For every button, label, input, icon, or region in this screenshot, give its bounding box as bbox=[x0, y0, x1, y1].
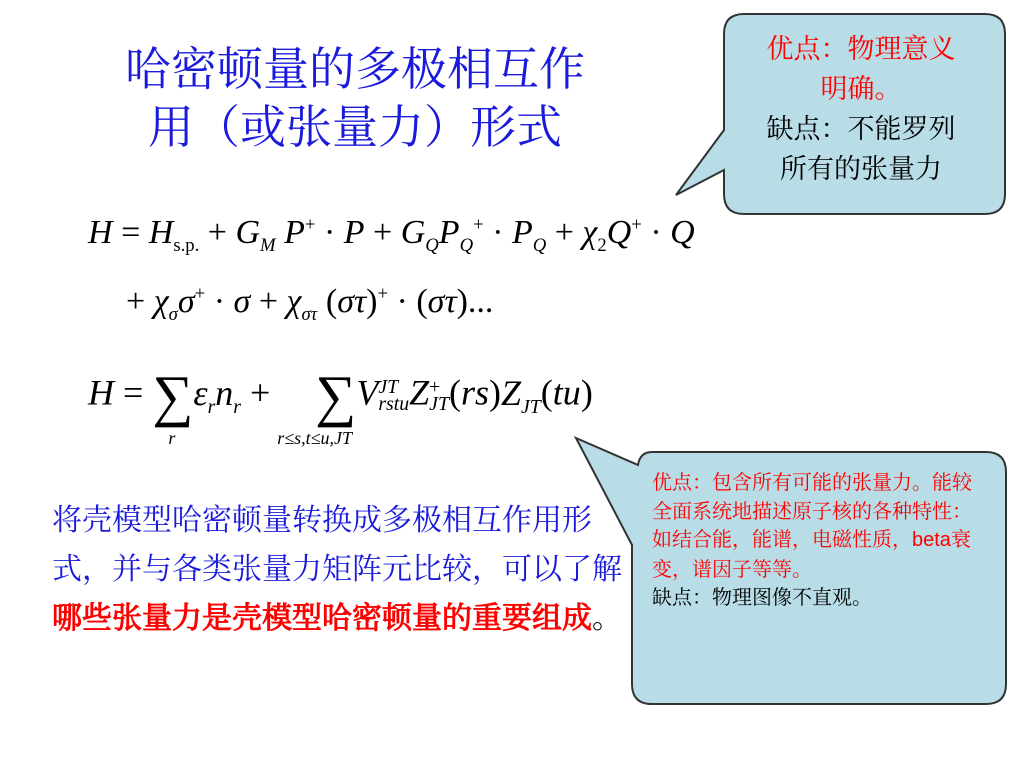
callout-bottom-disadvantages: 缺点：物理图像不直观。 bbox=[652, 585, 872, 609]
equation-shell-model-hamiltonian: H = ∑ r $\varepsilon_rn_r$ + ∑ r≤s,t≤u,JT VJT rstuZ+ $JT(rs)Z_{JT}(tu)$ bbox=[88, 365, 593, 448]
body-paragraph bbox=[52, 496, 622, 643]
slide-title-line1: 哈密顿量的多极相互作 bbox=[125, 42, 585, 96]
callout-bottom-text bbox=[652, 468, 990, 612]
callout-top-line3: 缺点：不能罗列 bbox=[766, 114, 956, 145]
callout-bottom-beta: beta bbox=[912, 529, 951, 551]
callout-top-line2: 明确。 bbox=[820, 74, 902, 105]
body-text-emphasis: 哪些张量力是壳模型哈密顿量的重要组成 bbox=[52, 601, 592, 636]
callout-bottom-advantages: 优点：包含所有可能的张量力。能较全面系统地描述原子核的各种特性：如结合能，能谱，电磁性质， bbox=[652, 470, 972, 551]
callout-top-text bbox=[730, 30, 992, 190]
slide-title-line2: 用（或张量力）形式 bbox=[148, 100, 562, 154]
equation-hamiltonian-multipole-line2: + $\chi_\sigma\sigma^+ \cdot \sigma + \chi_{\sigma\tau}$ (στ)+ · (στ)... bbox=[126, 283, 494, 325]
body-text-end: 。 bbox=[592, 601, 622, 636]
equation-hamiltonian-multipole-line1: $H = H_{s.p.} + G_M$ $P^+ \cdot P + G_QP_Q^+ \cdot P_Q + \chi_2Q^+ \cdot Q$ bbox=[88, 214, 695, 256]
callout-top-line1: 优点：物理意义 bbox=[766, 34, 956, 65]
body-text-blue: 将壳模型哈密顿量转换成多极相互作用形式，并与各类张量力矩阵元比较，可以了解 bbox=[52, 503, 622, 587]
callout-bottom-advantages-2: 衰变，谱因子等等。 bbox=[652, 527, 971, 581]
callout-top-line4: 所有的张量力 bbox=[780, 154, 942, 185]
